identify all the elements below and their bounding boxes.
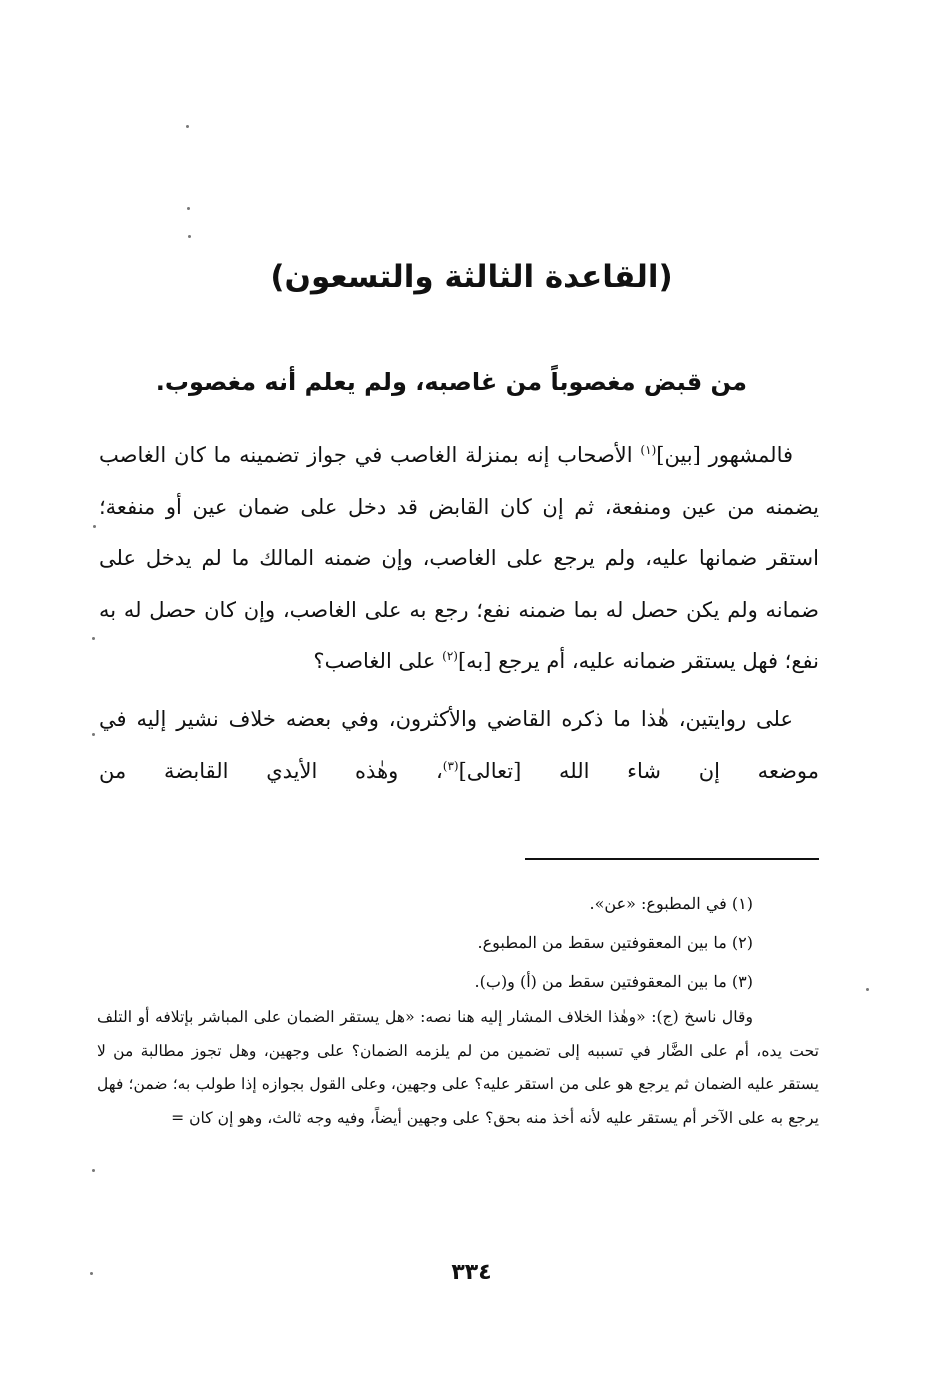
main-text <box>99 430 819 797</box>
footnote-2: (٢) ما بين المعقوفتين سقط من المطبوع. <box>477 933 753 952</box>
footnote-ref-1: (١) <box>640 443 657 457</box>
scan-speck <box>866 988 869 991</box>
page-number: ٣٣٤ <box>451 1260 492 1285</box>
footnotes <box>97 884 819 1135</box>
text-segment: فالمشهور [بين] <box>656 443 793 467</box>
text-segment: ، وهٰذه الأيدي القابضة من <box>99 758 443 783</box>
scan-speck <box>90 1272 93 1275</box>
footnote-ref-2: (٢) <box>442 649 458 664</box>
paragraph-2 <box>99 694 819 797</box>
scan-speck <box>187 207 190 210</box>
text-segment: على الغاصب؟ <box>313 649 443 674</box>
paragraph-1 <box>99 430 819 688</box>
footnote-1: (١) في المطبوع: «عن». <box>589 894 753 913</box>
footnote-copyist-note: وقال ناسخ (ج): «وهٰذا الخلاف المشار إليه هنا نصه: «هل يستقر الضمان على المباشر بإتلافه أو التلف تحت يده، أم على الضَّار في تسببه إلى تضمين من لم يلزمه الضمان؟ على وجهين، وهل تجوز مطالبة من لا يستقر عليه الضمان ثم يرجع هو على من استقر عليه؟ على وجهين، وعلى القول بجوازه إذا طولب به؛ ضمن؛ فهل يرجع به على الآخر أم يستقر عليه لأنه أخذ منه بحق؟ على وجهين أيضاً، وفيه وجه ثالث، وهو إن كان = <box>97 1008 819 1127</box>
scan-speck <box>188 235 191 238</box>
rule-title: (القاعدة الثالثة والتسعون) <box>270 259 673 295</box>
rule-heading: من قبض مغصوباً من غاصبه، ولم يعلم أنه مغصوب. <box>155 368 747 396</box>
scan-speck <box>93 525 96 528</box>
scan-speck <box>92 733 95 736</box>
text-segment: على روايتين، هٰذا ما ذكره القاضي والأكثرون، وفي بعضه خلاف نشير إليه في موضعه إن شاء الله [تعالى] <box>99 706 819 783</box>
scan-speck <box>92 1169 95 1172</box>
footnote-3: (٣) ما بين المعقوفتين سقط من (أ) و(ب). <box>474 972 753 991</box>
text-segment: الأصحاب إنه بمنزلة الغاصب في جواز تضمينه ما كان الغاصب يضمنه من عين ومنفعة، ثم إن كان القابض قد دخل على ضمان عين أو منفعة؛ استقر ضمانها عليه، ولم يرجع على الغاصب، وإن ضمنه المالك ما لم يدخل على ضمانه ولم يكن حصل له بما ضمنه نفع؛ رجع به على الغاصب، وإن كان حصل له به نفع؛ فهل يستقر ضمانه عليه، أم يرجع [به] <box>99 443 819 674</box>
scan-speck <box>92 637 95 640</box>
scan-speck <box>186 125 189 128</box>
footnote-ref-3: (٣) <box>442 758 459 773</box>
footnote-separator <box>525 858 819 860</box>
